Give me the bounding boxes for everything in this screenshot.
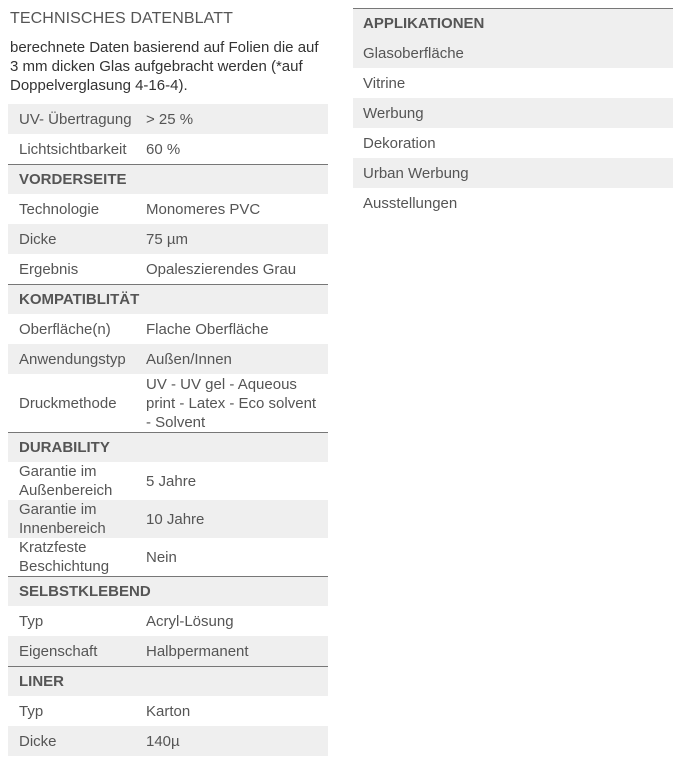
row-value: Acryl-Lösung	[146, 612, 234, 630]
table-row	[8, 538, 328, 576]
row-key: Dicke	[19, 230, 57, 248]
table-row	[8, 726, 328, 756]
row-key: Typ	[19, 612, 44, 630]
row-value: Flache Oberfläche	[146, 320, 269, 338]
datasheet-column	[8, 0, 328, 756]
row-value: Außen/Innen	[146, 350, 232, 368]
row-key: Lichtsichtbarkeit	[19, 140, 127, 158]
applications-column	[353, 8, 673, 218]
row-value: Opaleszierendes Grau	[146, 260, 297, 278]
row-value: UV - UV gel - Aqueous print - Latex - Eco solvent - Solvent	[146, 375, 317, 431]
row-key: Typ	[19, 702, 44, 720]
row-value: > 25 %	[146, 110, 194, 128]
intro-text: berechnete Daten basierend auf Folien die auf 3 mm dicken Glas aufgebracht werden (*auf Doppelverglasung 4-16-4).	[10, 39, 319, 94]
section-header-selbstklebend: SELBSTKLEBEND	[8, 576, 328, 606]
table-row	[8, 696, 328, 726]
row-key: Anwendungstyp	[19, 350, 126, 368]
table-row	[8, 344, 328, 374]
spec-table	[8, 104, 328, 756]
row-key: Druckmethode	[19, 394, 117, 412]
row-key: Eigenschaft	[19, 642, 98, 660]
row-value: 140µ	[146, 732, 180, 750]
row-value: Karton	[146, 702, 191, 720]
row-value: Monomeres PVC	[146, 200, 261, 218]
table-row	[8, 254, 328, 284]
row-key: Ergebnis	[19, 260, 79, 278]
page-title: TECHNISCHES DATENBLATT	[10, 10, 233, 27]
row-key: Garantie im Innenbereich	[19, 501, 106, 537]
table-row	[8, 104, 328, 134]
row-key: Technologie	[19, 200, 100, 218]
table-row	[8, 500, 328, 538]
applications-header: APPLIKATIONEN	[353, 8, 673, 38]
table-row	[8, 134, 328, 164]
table-row	[8, 374, 328, 432]
row-key: Dicke	[19, 732, 57, 750]
row-value: Halbpermanent	[146, 642, 249, 660]
table-row	[8, 606, 328, 636]
table-row	[8, 194, 328, 224]
list-item: Dekoration	[363, 134, 436, 152]
row-key: UV- Übertragung	[19, 110, 132, 128]
table-row	[8, 314, 328, 344]
section-header-vorderseite: VORDERSEITE	[8, 164, 328, 194]
table-row	[8, 462, 328, 500]
list-item: Vitrine	[363, 74, 406, 92]
table-row	[8, 224, 328, 254]
row-key: Garantie im Außenbereich	[19, 463, 113, 499]
table-row	[8, 636, 328, 666]
section-header-kompatiblitaet: KOMPATIBLITÄT	[8, 284, 328, 314]
row-value: 60 %	[146, 140, 181, 158]
row-value: Nein	[146, 548, 177, 566]
row-value: 5 Jahre	[146, 472, 197, 490]
section-header-durability: DURABILITY	[8, 432, 328, 462]
list-item: Werbung	[353, 98, 673, 128]
list-item: Urban Werbung	[353, 158, 673, 188]
section-header-liner: LINER	[8, 666, 328, 696]
row-value: 75 µm	[146, 230, 188, 248]
list-item: Glasoberfläche	[353, 38, 673, 68]
row-value: 10 Jahre	[146, 510, 205, 528]
list-item: Ausstellungen	[363, 194, 458, 212]
row-key: Kratzfeste Beschichtung	[19, 539, 110, 575]
row-key: Oberfläche(n)	[19, 320, 111, 338]
